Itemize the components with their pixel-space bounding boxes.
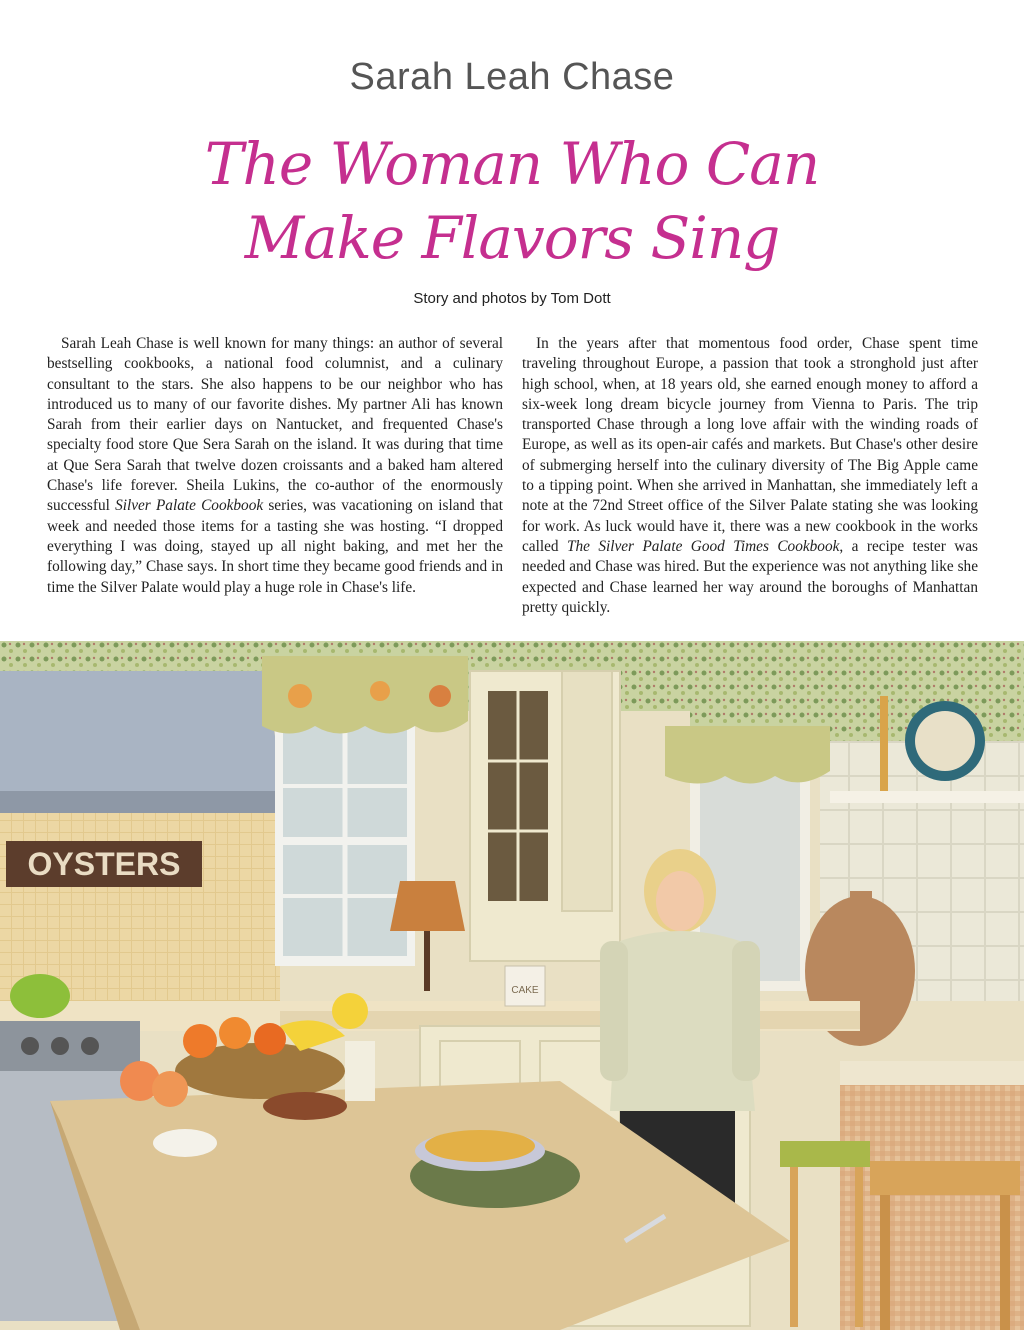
article-header bbox=[0, 0, 1024, 330]
text-run: series, was vacationing on island that week and needed those items for a tasting she was hosting. “I dropped everything I was doing, stayed up all night baking, and met her the following day,” Chase says. In short time they became good friends and in time the Silver Palate would play a huge role in Chase's life. bbox=[47, 497, 503, 596]
headline-line-2: Make Flavors Sing bbox=[244, 204, 780, 272]
paragraph bbox=[522, 334, 978, 618]
oysters-sign-text: OYSTERS bbox=[27, 846, 181, 882]
kitchen-photo bbox=[0, 641, 1024, 1330]
subject-name: Sarah Leah Chase bbox=[349, 56, 675, 98]
headline-line-1: The Woman Who Can bbox=[204, 130, 820, 198]
canister-label: CAKE bbox=[511, 985, 539, 996]
text-run: , a recipe tester was needed and Chase was hired. But the experience was not anything like she expected and Chase learned her way around the boroughs of Manhattan pretty quickly. bbox=[522, 537, 979, 616]
byline: Story and photos by Tom Dott bbox=[413, 290, 611, 307]
article-column-right bbox=[522, 334, 978, 618]
text-run: Sarah Leah Chase is well known for many things: an author of several bestselling cookbooks, a national food columnist, and a culinary consultant to the stars. She also happens to be our neighbor who has introduced us to many of our favorite dishes. My partner Ali has known Sarah from their earlier days on Nantucket, and frequented Chase's specialty food store Que Sera Sarah on the island. It was during that time at Que Sera Sarah that twelve dozen croissants and a baked ham altered Chase's life forever. Sheila Lukins, the co-author of the enormously successful bbox=[47, 335, 503, 515]
article-column-left bbox=[47, 334, 503, 598]
book-title: The Silver Palate Good Times Cookbook bbox=[566, 537, 840, 555]
book-title: Silver Palate Cookbook bbox=[115, 497, 264, 515]
kitchen-scene-illustration bbox=[0, 641, 1024, 1330]
text-run: In the years after that momentous food order, Chase spent time traveling throughout Europe, a passion that took a stronghold just after high school, when, at 18 years old, she earned enough money to afford a six-week long dream bicycle journey from Vienna to Paris. The trip transported Chase through a long love affair with the winding roads of Europe, as well as its open-air cafés and markets. But Chase's other desire of submerging herself into the culinary diversity of The Big Apple came to a tipping point. When she arrived in Manhattan, she immediately left a note at the 72nd Street office of the Silver Palate stating she was looking for work. As luck would have it, there was a new cookbook in the works called bbox=[522, 335, 978, 555]
paragraph bbox=[47, 334, 503, 598]
